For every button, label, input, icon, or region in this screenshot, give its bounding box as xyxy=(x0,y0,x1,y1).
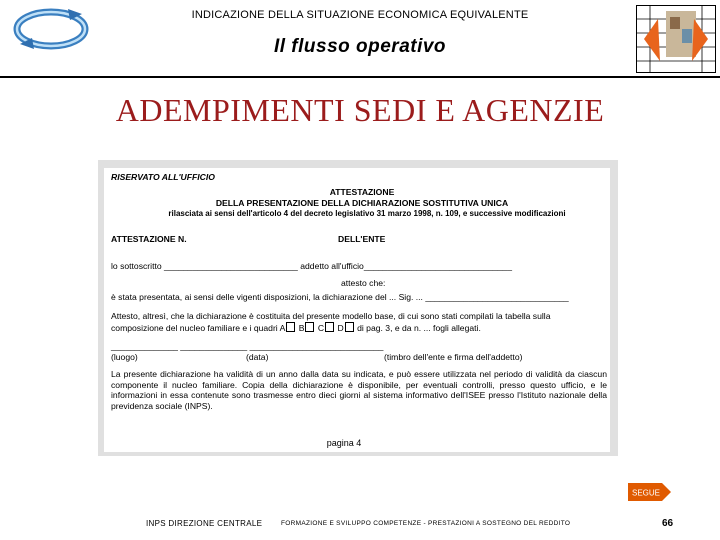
header-subtitle: Il flusso operativo xyxy=(273,36,447,57)
doc-line-attesto: attesto che: xyxy=(341,278,386,288)
doc-dell-ente: DELL'ENTE xyxy=(338,234,386,244)
doc-page-label: pagina 4 xyxy=(326,438,362,448)
doc-heading-3: rilasciata ai sensi dell'articolo 4 del decreto legislativo 31 marzo 1998, n. 109, e successive modificazioni xyxy=(168,209,566,218)
doc-reserved: RISERVATO ALL'UFFICIO xyxy=(111,172,215,182)
segue-button[interactable] xyxy=(628,482,672,502)
doc-signature-lines: ______________ ______________ ____________________________ xyxy=(111,341,384,351)
doc-line-presentata: è stata presentata, ai sensi delle vigenti disposizioni, la dichiarazione del ... Sig. ... ______________________________ xyxy=(111,292,569,302)
segue-label: SEGUE xyxy=(631,488,661,498)
doc-sig-luogo: (luogo) xyxy=(111,352,138,362)
doc-para-attesto: Attesto, altresì, che la dichiarazione è costituita del presente modello base, di cui sono stati compilati la tabella sulla composizione del nucleo familiare e i quadri A B C D di pag. 3, e da n. ... fogli allegati. xyxy=(111,311,551,333)
collage-image-icon xyxy=(636,5,716,73)
header-topline: INDICAZIONE DELLA SITUAZIONE ECONOMICA EQUIVALENTE xyxy=(191,9,529,21)
doc-sig-timbro: (timbro dell'ente e firma dell'addetto) xyxy=(384,352,523,362)
doc-heading-1: ATTESTAZIONE xyxy=(329,187,395,197)
doc-attestazione-n: ATTESTAZIONE N. xyxy=(111,234,187,244)
document-page-footer xyxy=(104,420,610,452)
document-image xyxy=(104,168,610,420)
slide-title: ADEMPIMENTI SEDI E AGENZIE xyxy=(115,92,605,128)
doc-sig-data: (data) xyxy=(246,352,269,362)
footer-middle-text: FORMAZIONE E SVILUPPO COMPETENZE - PRESTAZIONI A SOSTEGNO DEL REDDITO xyxy=(281,520,571,527)
doc-line-sottoscritto: lo sottoscritto ____________________________ addetto all'ufficio_______________________________ xyxy=(111,261,512,271)
footer-page-number: 66 xyxy=(662,518,674,529)
doc-heading-2: DELLA PRESENTAZIONE DELLA DICHIARAZIONE SOSTITUTIVA UNICA xyxy=(215,198,509,208)
footer-left-text: INPS DIREZIONE CENTRALE xyxy=(146,519,263,528)
header-rule xyxy=(0,76,720,78)
doc-para-validity: La presente dichiarazione ha validità di un anno dalla data su indicata, e può essere utilizzata nel periodo di validità da ciascun componente il nucleo familiare. Copia della dichiarazione è disponibile, per eventuali controlli, presso questo ufficio, e le informazioni in essa contenute sono trasmesse entro dieci giorni al sistema informativo dell'ISEE presso l'Istituto nazionale della previdenza sociale (INPS). xyxy=(111,369,607,412)
